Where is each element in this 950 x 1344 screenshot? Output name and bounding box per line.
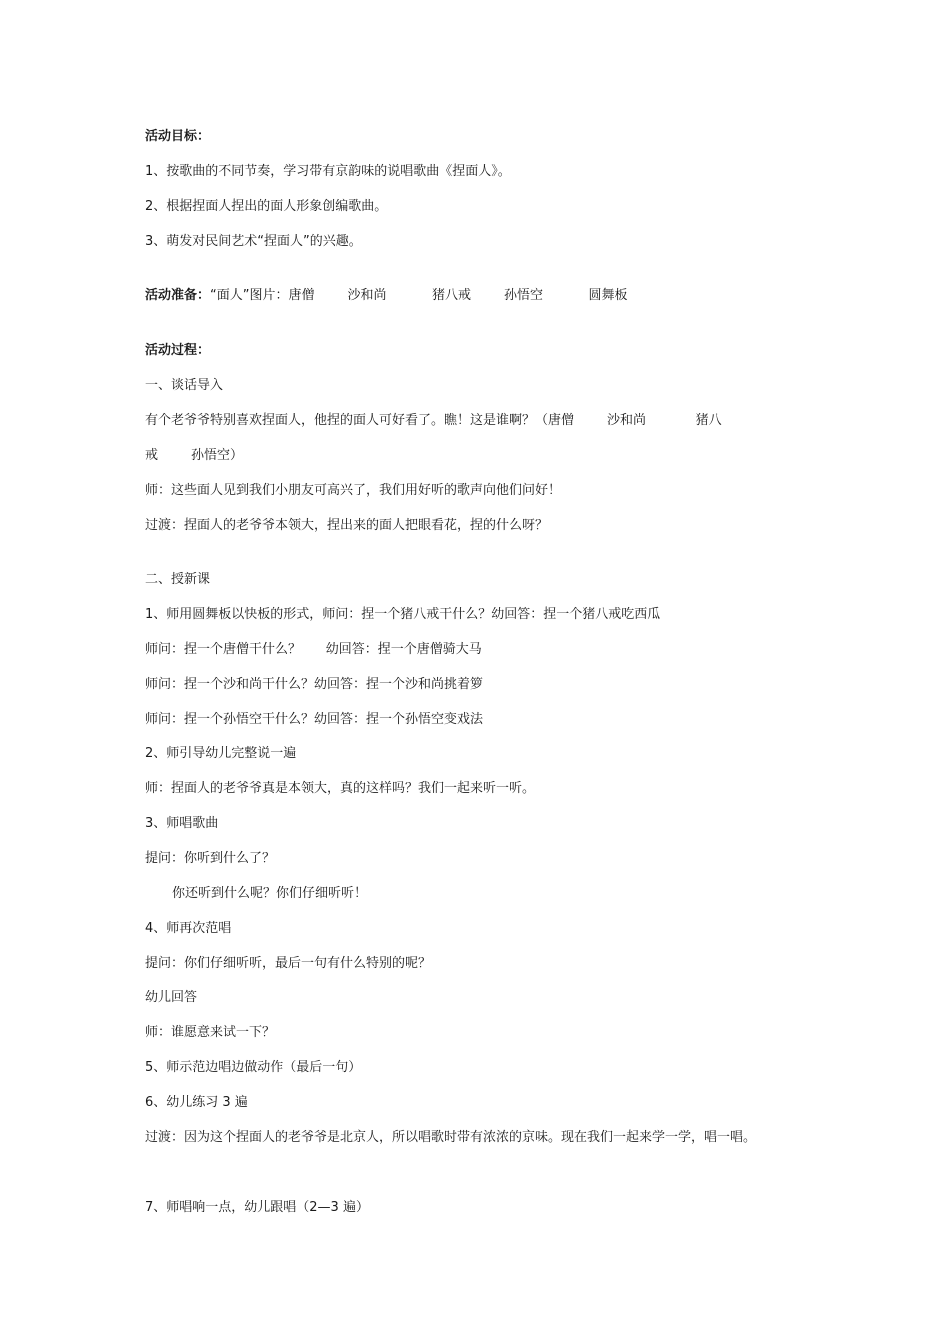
- paragraph-line: 2、师引导幼儿完整说一遍: [145, 746, 297, 761]
- section-title: 二、授新课: [145, 572, 211, 587]
- paragraph-line: 7、师唱响一点，幼儿跟唱（2—3 遍）: [145, 1200, 369, 1215]
- goals-heading: 活动目标：: [145, 129, 211, 144]
- paragraph-line: 提问：你们仔细听听，最后一句有什么特别的呢？: [145, 956, 432, 971]
- prep-line: [145, 288, 628, 304]
- paragraph-line: 师问：捏一个唐僧干什么？ 幼回答：捏一个唐僧骑大马: [145, 642, 482, 657]
- paragraph-line: 师问：捏一个沙和尚干什么？幼回答：捏一个沙和尚挑着箩: [145, 677, 484, 692]
- paragraph-line: 4、师再次范唱: [145, 921, 232, 936]
- paragraph-line: 过渡：因为这个捏面人的老爷爷是北京人，所以唱歌时带有浓浓的京味。现在我们一起来学一学，唱一唱。: [145, 1130, 757, 1145]
- paragraph-line: 6、幼儿练习 3 遍: [145, 1095, 248, 1110]
- paragraph-line: 师：谁愿意来试一下？: [145, 1025, 276, 1040]
- paragraph-line: 3、师唱歌曲: [145, 816, 219, 831]
- paragraph-line: 师：捏面人的老爷爷真是本领大，真的这样吗？我们一起来听一听。: [145, 781, 536, 796]
- prep-text: “面人”图片：唐僧 沙和尚 猪八戒 孙悟空 圆舞板: [210, 288, 628, 303]
- goal-item: 1、按歌曲的不同节奏，学习带有京韵味的说唱歌曲《捏面人》。: [145, 164, 511, 179]
- paragraph-line: 你还听到什么呢？你们仔细听听！: [172, 886, 368, 901]
- paragraph-line: 有个老爷爷特别喜欢捏面人，他捏的面人可好看了。瞧！这是谁啊？（唐僧 沙和尚 猪八: [145, 413, 722, 428]
- paragraph-line: 提问：你听到什么了？: [145, 851, 276, 866]
- paragraph-line: 1、师用圆舞板以快板的形式，师问：捏一个猪八戒干什么？幼回答：捏一个猪八戒吃西瓜: [145, 607, 661, 622]
- paragraph-line: 幼儿回答: [145, 990, 198, 1005]
- paragraph-line: 5、师示范边唱边做动作（最后一句）: [145, 1060, 362, 1075]
- paragraph-line: 戒 孙悟空）: [145, 448, 244, 463]
- process-heading: 活动过程：: [145, 343, 211, 358]
- paragraph-line: 师：这些面人见到我们小朋友可高兴了，我们用好听的歌声向他们问好！: [145, 483, 562, 498]
- goal-item: 3、萌发对民间艺术“捏面人”的兴趣。: [145, 234, 362, 249]
- paragraph-line: 师问：捏一个孙悟空干什么？幼回答：捏一个孙悟空变戏法: [145, 712, 484, 727]
- section-title: 一、谈话导入: [145, 378, 224, 393]
- prep-heading: 活动准备：: [145, 288, 211, 303]
- goal-item: 2、根据捏面人捏出的面人形象创编歌曲。: [145, 199, 388, 214]
- paragraph-line: 过渡：捏面人的老爷爷本领大，捏出来的面人把眼看花，捏的什么呀？: [145, 518, 549, 533]
